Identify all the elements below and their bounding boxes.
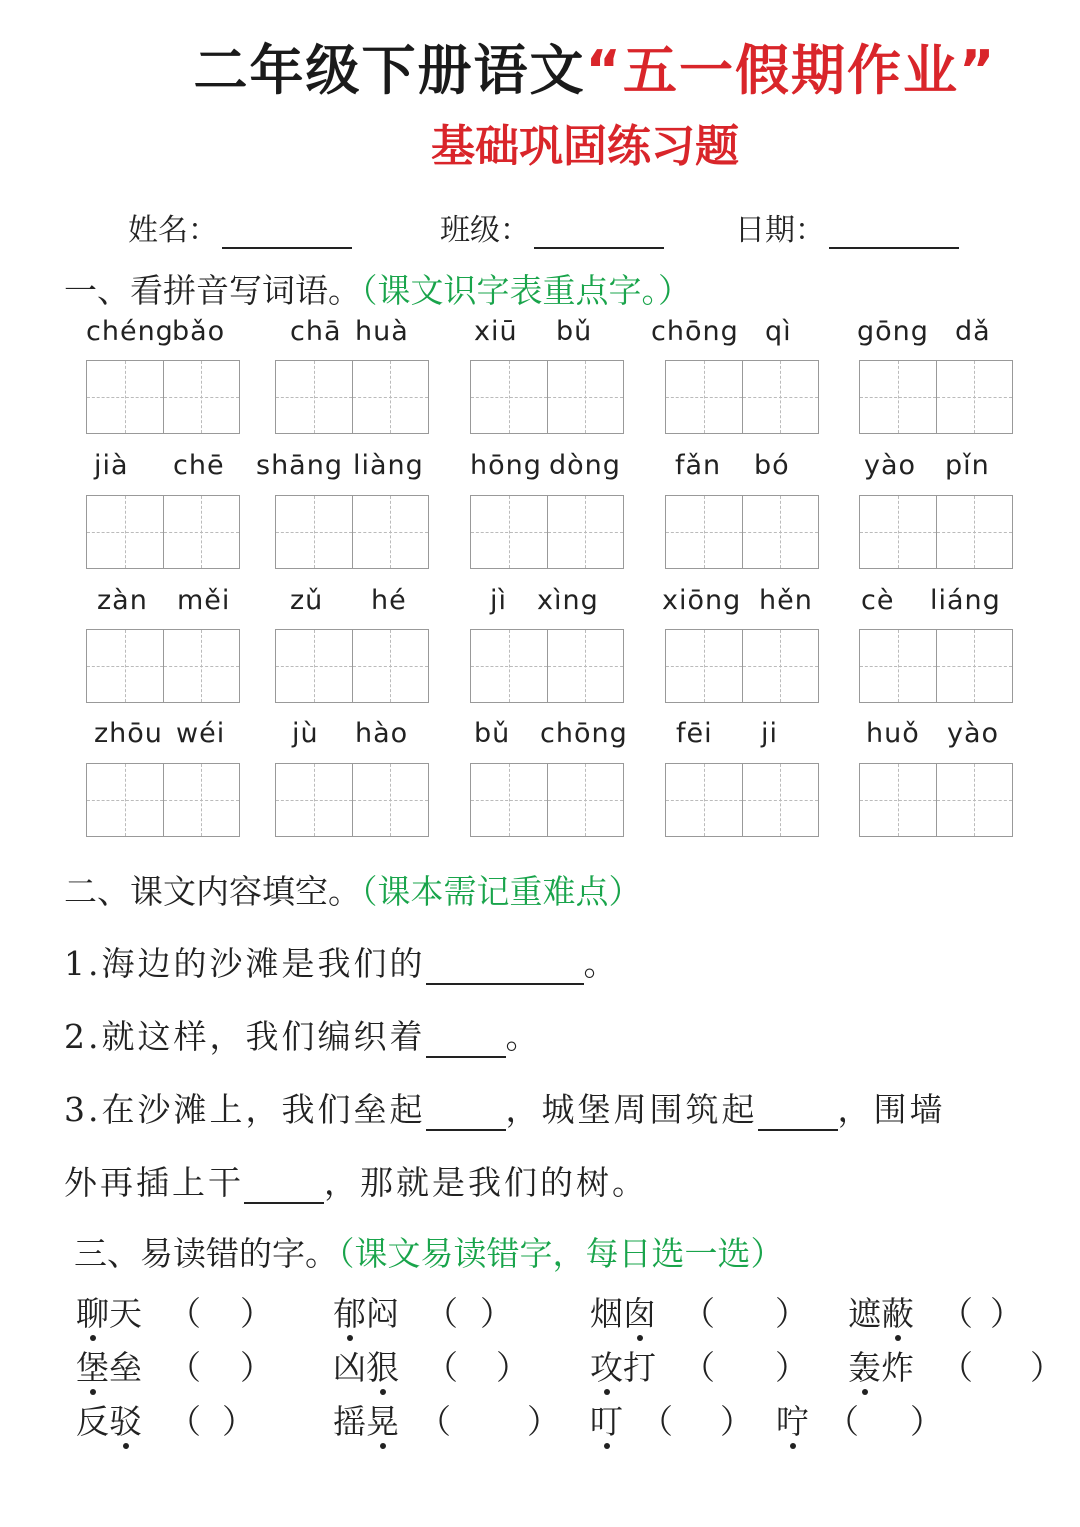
q2-end: 。 bbox=[505, 1017, 542, 1056]
pronunciation-word: 聊天 bbox=[76, 1288, 142, 1335]
q3-text-a: 3.在沙滩上，我们垒起 bbox=[64, 1090, 426, 1129]
writing-grid[interactable] bbox=[665, 495, 819, 569]
writing-grid[interactable] bbox=[470, 763, 624, 837]
section1-note: （课文识字表重点字。） bbox=[361, 271, 691, 310]
q2-text: 2.就这样，我们编织着 bbox=[64, 1017, 426, 1056]
answer-paren-close[interactable]: ） bbox=[910, 1402, 943, 1441]
pinyin-syllable: xiū bbox=[474, 316, 518, 347]
pinyin-syllable: chōng bbox=[651, 316, 739, 347]
q3-text-c: ，围墙 bbox=[837, 1090, 946, 1129]
pinyin-syllable: huà bbox=[355, 316, 409, 347]
pinyin-syllable: zhōu bbox=[94, 718, 163, 749]
writing-grid[interactable] bbox=[859, 763, 1013, 837]
answer-paren-open[interactable]: （ bbox=[168, 1402, 201, 1441]
fill-question-2 bbox=[64, 1011, 542, 1058]
pronunciation-word: 咛 bbox=[776, 1396, 809, 1443]
pronunciation-word: 遮蔽 bbox=[848, 1288, 914, 1335]
pronunciation-word: 攻打 bbox=[590, 1342, 656, 1389]
answer-paren-close[interactable]: ） bbox=[990, 1294, 1023, 1333]
pinyin-syllable: hōng bbox=[470, 450, 542, 481]
writing-grid[interactable] bbox=[470, 360, 624, 434]
section2-title: 二、课文内容填空。 bbox=[64, 872, 361, 911]
pronunciation-word: 轰炸 bbox=[848, 1342, 914, 1389]
writing-grid[interactable] bbox=[859, 495, 1013, 569]
date-label: 日期： bbox=[735, 213, 825, 248]
pinyin-syllable: hào bbox=[355, 718, 409, 749]
answer-paren-close[interactable]: ） bbox=[480, 1294, 513, 1333]
worksheet-subtitle: 基础巩固练习题 bbox=[431, 121, 739, 172]
name-blank[interactable] bbox=[222, 215, 352, 249]
pinyin-syllable: huǒ bbox=[866, 718, 920, 749]
class-field[interactable] bbox=[440, 205, 664, 249]
pinyin-syllable: chē bbox=[173, 450, 225, 481]
pinyin-syllable: wéi bbox=[176, 718, 226, 749]
pronunciation-word: 郁闷 bbox=[333, 1288, 399, 1335]
pinyin-syllable: bó bbox=[754, 450, 790, 481]
pinyin-syllable: qì bbox=[765, 316, 792, 347]
q1-text: 1.海边的沙滩是我们的 bbox=[64, 944, 426, 983]
writing-grid[interactable] bbox=[665, 763, 819, 837]
answer-paren-open[interactable]: （ bbox=[168, 1294, 201, 1333]
pinyin-syllable: chā bbox=[290, 316, 342, 347]
answer-paren-open[interactable]: （ bbox=[640, 1402, 673, 1441]
pinyin-syllable: cè bbox=[861, 585, 895, 616]
q3-text-d: 外再插上干 bbox=[64, 1163, 244, 1202]
writing-grid[interactable] bbox=[275, 629, 429, 703]
section1-heading bbox=[64, 265, 691, 312]
writing-grid[interactable] bbox=[470, 495, 624, 569]
section3-title: 三、易读错的字。 bbox=[74, 1234, 338, 1273]
q3-blank-3[interactable] bbox=[244, 1168, 324, 1204]
q1-end: 。 bbox=[583, 944, 620, 983]
writing-grid[interactable] bbox=[86, 629, 240, 703]
answer-paren-close[interactable]: ） bbox=[240, 1294, 273, 1333]
pinyin-syllable: dòng bbox=[549, 450, 621, 481]
pronunciation-word: 叮 bbox=[590, 1396, 623, 1443]
answer-paren-open[interactable]: （ bbox=[425, 1294, 458, 1333]
name-field[interactable] bbox=[128, 205, 352, 249]
writing-grid[interactable] bbox=[275, 495, 429, 569]
name-label: 姓名： bbox=[128, 213, 218, 248]
answer-paren-close[interactable]: ） bbox=[527, 1402, 560, 1441]
answer-paren-open[interactable]: （ bbox=[940, 1348, 973, 1387]
q3-text-e: ，那就是我们的树。 bbox=[324, 1163, 648, 1202]
pinyin-syllable: jù bbox=[292, 718, 319, 749]
q3-blank-2[interactable] bbox=[758, 1095, 838, 1131]
pronunciation-word: 凶狠 bbox=[333, 1342, 399, 1389]
pinyin-syllable: bǔ bbox=[556, 316, 593, 347]
writing-grid[interactable] bbox=[86, 360, 240, 434]
writing-grid[interactable] bbox=[470, 629, 624, 703]
answer-paren-close[interactable]: ） bbox=[240, 1348, 273, 1387]
pinyin-syllable: bǎo bbox=[172, 316, 226, 347]
date-field[interactable] bbox=[735, 205, 959, 249]
pinyin-syllable: shāng bbox=[256, 450, 343, 481]
answer-paren-close[interactable]: ） bbox=[720, 1402, 753, 1441]
q1-blank[interactable] bbox=[426, 949, 584, 985]
pinyin-syllable: fǎn bbox=[675, 450, 722, 481]
pinyin-syllable: liáng bbox=[930, 585, 1001, 616]
writing-grid[interactable] bbox=[859, 360, 1013, 434]
pinyin-syllable: ji bbox=[761, 718, 779, 749]
pronunciation-word: 反驳 bbox=[76, 1396, 142, 1443]
worksheet-title bbox=[0, 28, 1080, 105]
pronunciation-word: 摇晃 bbox=[333, 1396, 399, 1443]
answer-paren-close[interactable]: ） bbox=[1030, 1348, 1063, 1387]
pinyin-syllable: měi bbox=[177, 585, 231, 616]
writing-grid[interactable] bbox=[665, 629, 819, 703]
q2-blank[interactable] bbox=[426, 1022, 506, 1058]
pinyin-syllable: yào bbox=[947, 718, 1000, 749]
writing-grid[interactable] bbox=[86, 495, 240, 569]
section1-title: 一、看拼音写词语。 bbox=[64, 271, 361, 310]
pronunciation-word: 烟囱 bbox=[590, 1288, 656, 1335]
title-holiday-text: “五一假期作业” bbox=[585, 39, 997, 102]
section3-heading bbox=[74, 1228, 784, 1275]
q3-blank-1[interactable] bbox=[426, 1095, 506, 1131]
class-blank[interactable] bbox=[534, 215, 664, 249]
pinyin-syllable: jià bbox=[94, 450, 129, 481]
pronunciation-word: 堡垒 bbox=[76, 1342, 142, 1389]
writing-grid[interactable] bbox=[665, 360, 819, 434]
pinyin-syllable: jì bbox=[490, 585, 508, 616]
writing-grid[interactable] bbox=[275, 360, 429, 434]
writing-grid[interactable] bbox=[859, 629, 1013, 703]
answer-paren-close[interactable]: ） bbox=[775, 1294, 808, 1333]
writing-grid[interactable] bbox=[86, 763, 240, 837]
pinyin-syllable: fēi bbox=[676, 718, 713, 749]
section2-heading bbox=[64, 866, 642, 913]
class-label: 班级： bbox=[440, 213, 530, 248]
writing-grid[interactable] bbox=[275, 763, 429, 837]
pinyin-syllable: chōng bbox=[540, 718, 628, 749]
answer-paren-close[interactable]: ） bbox=[222, 1402, 255, 1441]
answer-paren-open[interactable]: （ bbox=[826, 1402, 859, 1441]
answer-paren-open[interactable]: （ bbox=[940, 1294, 973, 1333]
pinyin-syllable: hěn bbox=[759, 585, 813, 616]
q3-text-b: ，城堡周围筑起 bbox=[505, 1090, 758, 1129]
pinyin-syllable: zǔ bbox=[290, 585, 324, 616]
pinyin-syllable: liàng bbox=[353, 450, 424, 481]
pinyin-syllable: dǎ bbox=[955, 316, 991, 347]
answer-paren-close[interactable]: ） bbox=[775, 1348, 808, 1387]
answer-paren-open[interactable]: （ bbox=[682, 1348, 715, 1387]
fill-question-3-cont bbox=[64, 1157, 648, 1204]
title-grade-text: 二年级下册语文 bbox=[193, 39, 586, 102]
pinyin-syllable: chéng bbox=[86, 316, 174, 347]
fill-question-3 bbox=[64, 1084, 946, 1131]
section2-note: （课本需记重难点） bbox=[361, 872, 642, 911]
answer-paren-open[interactable]: （ bbox=[425, 1348, 458, 1387]
answer-paren-close[interactable]: ） bbox=[496, 1348, 529, 1387]
pinyin-syllable: xìng bbox=[537, 585, 599, 616]
section3-note: （课文易读错字，每日选一选） bbox=[338, 1234, 784, 1273]
answer-paren-open[interactable]: （ bbox=[418, 1402, 451, 1441]
pinyin-syllable: yào bbox=[864, 450, 917, 481]
pinyin-syllable: hé bbox=[371, 585, 407, 616]
pinyin-syllable: gōng bbox=[857, 316, 929, 347]
fill-question-1 bbox=[64, 938, 620, 985]
pinyin-syllable: pǐn bbox=[945, 450, 990, 481]
pinyin-syllable: xiōng bbox=[662, 585, 742, 616]
answer-paren-open[interactable]: （ bbox=[168, 1348, 201, 1387]
pinyin-syllable: zàn bbox=[97, 585, 148, 616]
date-blank[interactable] bbox=[829, 215, 959, 249]
pinyin-syllable: bǔ bbox=[474, 718, 511, 749]
answer-paren-open[interactable]: （ bbox=[682, 1294, 715, 1333]
